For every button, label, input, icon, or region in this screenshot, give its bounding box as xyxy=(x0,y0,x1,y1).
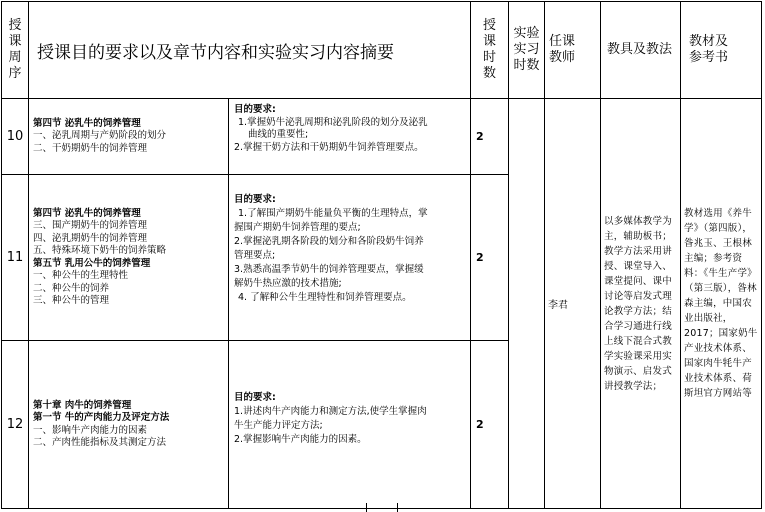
goal-line: 握围产期奶牛饲养管理的要点; xyxy=(234,222,361,233)
methods-text: 以多媒体教学为主，辅助板书；教学方法采用讲授、课堂导入、课堂提问、课中讨论等启发式理论教学方法；结合学习通进行线上线下混合式教学实验课采用实物演示、启发式讲授教学法； xyxy=(601,99,681,509)
lab-hours-cell xyxy=(509,99,545,509)
week-number: 11 xyxy=(2,175,29,341)
content-line: 第四节 泌乳牛的饲养管理 xyxy=(33,207,141,219)
content-line: 第一节 牛的产肉能力及评定方法 xyxy=(33,412,170,423)
goal-line: 2.掌握影响牛产肉能力的因素。 xyxy=(234,434,367,445)
textbook-text: 教材选用《养牛学》（第四版），昝兆玉、王根林主编；参考资料：《牛生产学》（第三版），昝林森主编，中国农业出版社，2017；国家奶牛产业技术体系、国家肉牛牦牛产业技术体系、荷斯坦官方网站等 xyxy=(681,99,762,509)
chapter-content xyxy=(29,99,229,175)
header-hours: 授 课 时 数 xyxy=(471,2,509,99)
chapter-content xyxy=(29,175,229,341)
goal-line: 1.了解围产期奶牛能量负平衡的生理特点，掌 xyxy=(238,208,428,219)
content-line: 三、种公牛的管理 xyxy=(33,295,110,306)
header-row xyxy=(2,2,762,99)
content-line: 第十章 肉牛的饲养管理 xyxy=(33,399,132,411)
goals-title: 目的要求: xyxy=(234,194,276,205)
content-line: 二、种公牛的饲养 xyxy=(33,282,110,294)
content-line: 四、泌乳期奶牛的饲养管理 xyxy=(33,232,148,244)
content-line: 二、产肉性能指标及其测定方法 xyxy=(33,437,167,448)
lesson-plan-table xyxy=(1,1,762,509)
content-line: 一、种公牛的生理特性 xyxy=(33,270,129,281)
content-line: 五、特殊环境下奶牛的饲养策略 xyxy=(33,245,167,256)
content-line: 第四节 泌乳牛的饲养管理 xyxy=(33,117,141,129)
goal-line: 管理要点; xyxy=(234,250,276,261)
content-line: 一、泌乳周期与产奶阶段的划分 xyxy=(33,130,167,142)
header-teacher: 任课 教师 xyxy=(545,2,601,99)
goal-line: 2.掌握泌乳期各阶段的划分和各阶段奶牛饲养 xyxy=(234,236,424,247)
goals-title: 目的要求: xyxy=(234,392,276,403)
goal-line: 牛生产能力评定方法; xyxy=(234,420,323,431)
teaching-hours: 2 xyxy=(471,341,509,509)
goal-line: 1.讲述肉牛产肉能力和测定方法,使学生掌握肉 xyxy=(234,406,427,417)
week-number: 10 xyxy=(2,99,29,175)
header-title: 授课目的要求以及章节内容和实验实习内容摘要 xyxy=(29,2,471,99)
page-edge-fragment xyxy=(366,503,398,512)
goals-title: 目的要求: xyxy=(234,104,276,115)
header-week: 授 课 周 序 xyxy=(2,2,29,99)
content-line: 第五节 乳用公牛的饲养管理 xyxy=(33,257,151,269)
goals-cell xyxy=(229,341,471,509)
content-line: 二、干奶期奶牛的饲养管理 xyxy=(33,142,148,154)
header-lab-hours: 实验 实习 时数 xyxy=(509,2,545,99)
content-line: 一、影响牛产肉能力的因素 xyxy=(33,424,148,436)
goal-line: 2.掌握干奶方法和干奶期奶牛饲养管理要点。 xyxy=(234,141,424,153)
chapter-content xyxy=(29,341,229,509)
header-methods: 教具及教法 xyxy=(601,2,681,99)
table-row xyxy=(2,99,762,175)
goals-cell xyxy=(229,99,471,175)
goal-line: 解奶牛热应激的技术措施; xyxy=(234,278,342,289)
content-line: 三、围产期奶牛的饲养管理 xyxy=(33,220,148,231)
goals-cell xyxy=(229,175,471,341)
goal-line: 3.熟悉高温季节奶牛的饲养管理要点，掌握缓 xyxy=(234,264,424,275)
goal-line: 4. 了解种公牛生理特性和饲养管理要点。 xyxy=(238,292,412,303)
goal-line: 1.掌握奶牛泌乳周期和泌乳阶段的划分及泌乳 xyxy=(238,116,428,128)
teaching-hours: 2 xyxy=(471,99,509,175)
week-number: 12 xyxy=(2,341,29,509)
goal-line: 曲线的重要性; xyxy=(248,129,309,140)
teacher-name: 李君 xyxy=(545,99,601,509)
header-textbook: 教材及 参考书 xyxy=(681,2,762,99)
teaching-hours: 2 xyxy=(471,175,509,341)
